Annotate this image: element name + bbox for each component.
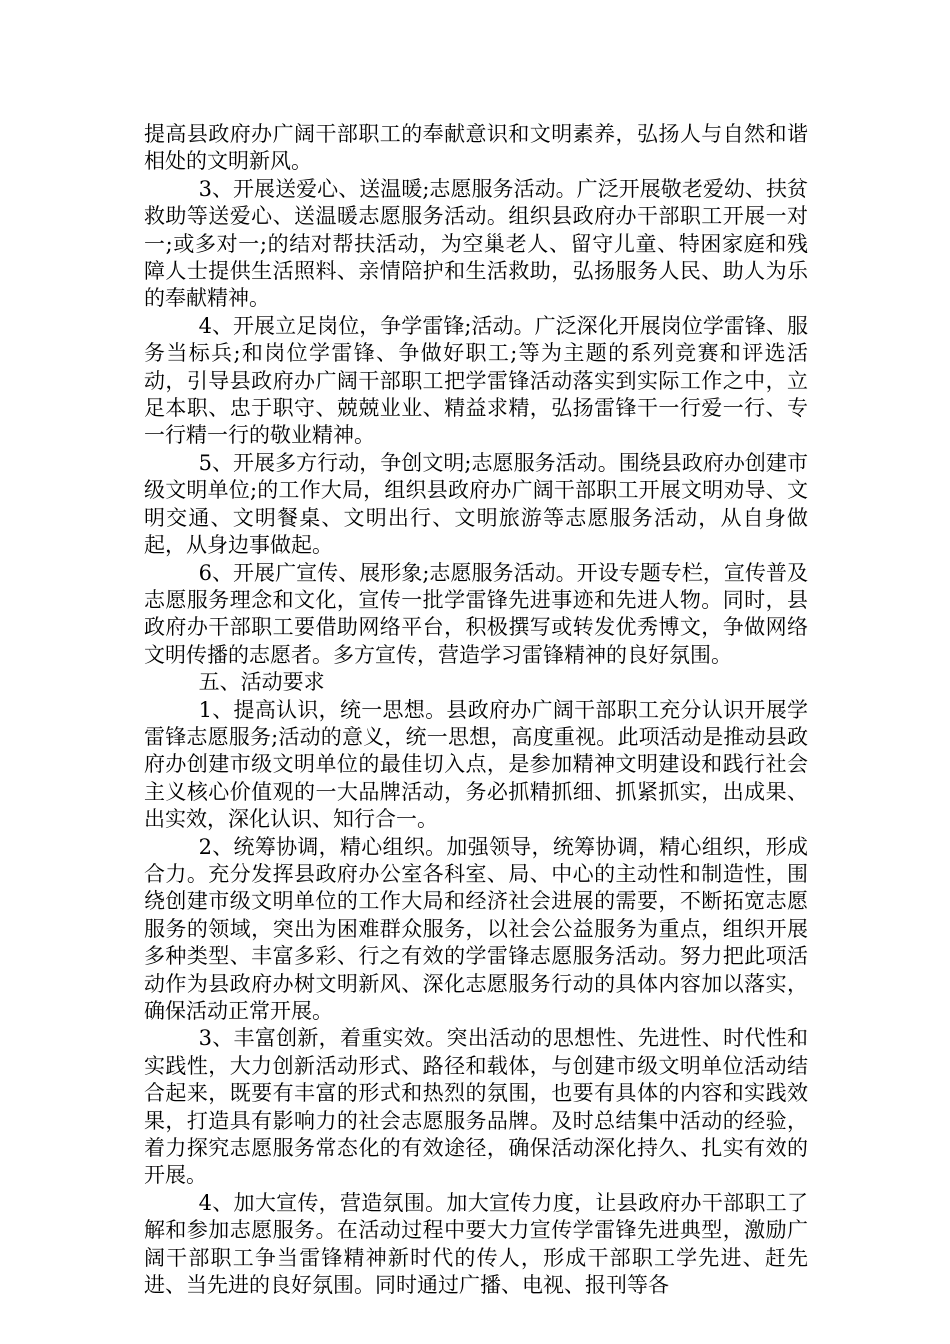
document-body [144,121,808,1299]
paragraph-item-6-publicity: 6、开展广宣传、展形象;志愿服务活动。开设专题专栏，宣传普及志愿服务理念和文化，宣传一批学雷锋先进事迹和先进人物。同时，县政府办干部职工要借助网络平台，积极撰写或转发优秀博文，争做网络文明传播的志愿者。多方宣传，营造学习雷锋精神的良好氛围。 [144,560,808,667]
paragraph-intro-continuation: 提高县政府办广阔干部职工的奉献意识和文明素养，弘扬人与自然和谐相处的文明新风。 [144,122,808,174]
section-heading-requirements: 五、活动要求 [198,670,325,695]
paragraph-requirement-1: 1、提高认识，统一思想。县政府办广阔干部职工充分认识开展学雷锋志愿服务;活动的意义，统一思想，高度重视。此项活动是推动县政府办创建市级文明单位的最佳切入点，是参加精神文明建设和践行社会主义核心价值观的一大品牌活动，务必抓精抓细、抓紧抓实，出成果、出实效，深化认识、知行合一。 [144,697,808,832]
paragraph-requirement-2: 2、统筹协调，精心组织。加强领导，统筹协调，精心组织，形成合力。充分发挥县政府办公室各科室、局、中心的主动性和制造性，围绕创建市级文明单位的工作大局和经济社会进展的需要，不断拓宽志愿服务的领域，突出为困难群众服务，以社会公益服务为重点，组织开展多种类型、丰富多彩、行之有效的学雷锋志愿服务活动。努力把此项活动作为县政府办树文明新风、深化志愿服务行动的具体内容加以落实，确保活动正常开展。 [144,834,808,1023]
paragraph-requirement-3: 3、丰富创新，着重实效。突出活动的思想性、先进性、时代性和实践性，大力创新活动形式、路径和载体，与创建市级文明单位活动结合起来，既要有丰富的形式和热烈的氛围，也要有具体的内容和实践效果，打造具有影响力的社会志愿服务品牌。及时总结集中活动的经验，着力探究志愿服务常态化的有效途径，确保活动深化持久、扎实有效的开展。 [144,1026,808,1188]
paragraph-item-3-love-warmth: 3、开展送爱心、送温暖;志愿服务活动。广泛开展敬老爱幼、扶贫救助等送爱心、送温暖志愿服务活动。组织县政府办干部职工开展一对一;或多对一;的结对帮扶活动，为空巢老人、留守儿童、特困家庭和残障人士提供生活照料、亲情陪护和生活救助，弘扬服务人民、助人为乐的奉献精神。 [144,176,808,311]
paragraph-item-4-post-leifeng: 4、开展立足岗位，争学雷锋;活动。广泛深化开展岗位学雷锋、服务当标兵;和岗位学雷锋、争做好职工;等为主题的系列竞赛和评选活动，引导县政府办广阔干部职工把学雷锋活动落实到实际工作之中，立足本职、忠于职守、兢兢业业、精益求精，弘扬雷锋干一行爱一行、专一行精一行的敬业精神。 [144,313,808,448]
paragraph-item-5-civilization: 5、开展多方行动，争创文明;志愿服务活动。围绕县政府办创建市级文明单位;的工作大局，组织县政府办广阔干部职工开展文明劝导、文明交通、文明餐桌、文明出行、文明旅游等志愿服务活动，从自身做起，从身边事做起。 [144,450,808,558]
paragraph-requirement-4: 4、加大宣传，营造氛围。加大宣传力度，让县政府办干部职工了解和参加志愿服务。在活动过程中要大力宣传学雷锋先进典型，激励广阔干部职工争当雷锋精神新时代的传人，形成干部职工学先进、赶先进、当先进的良好氛围。同时通过广播、电视、报刊等各 [144,1190,808,1298]
